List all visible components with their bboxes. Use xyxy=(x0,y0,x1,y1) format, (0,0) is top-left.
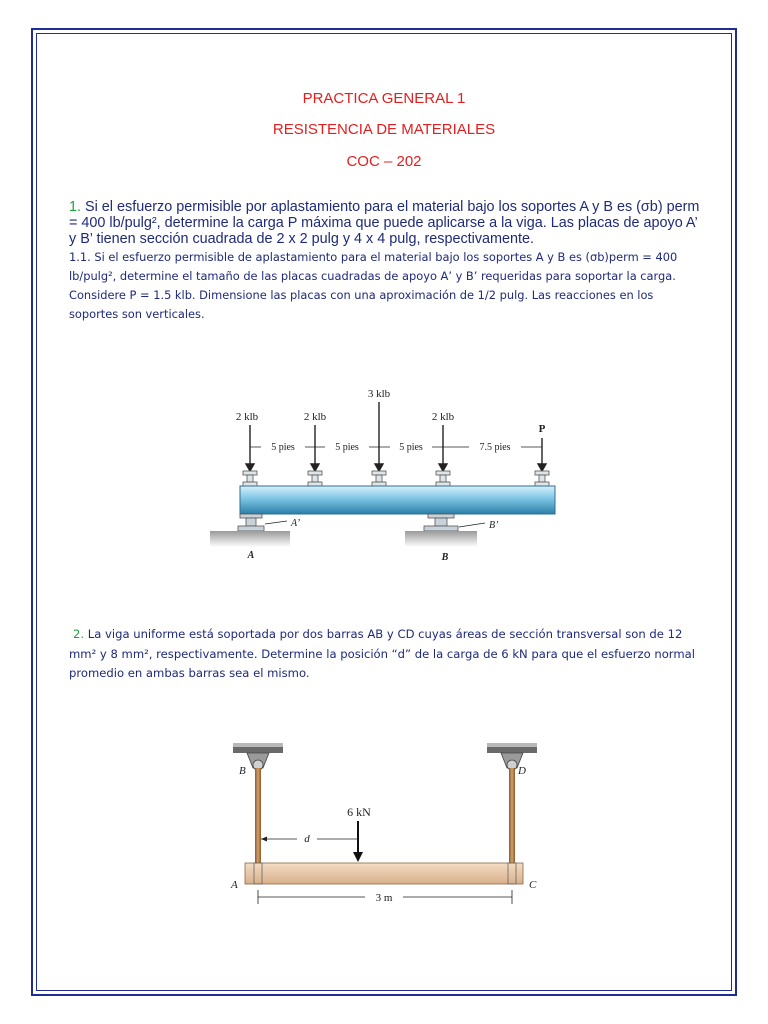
load-label-2: 2 klb xyxy=(303,411,327,423)
length-label: 3 m xyxy=(375,892,393,904)
ground-b xyxy=(405,531,477,547)
span-label-3: 5 pies xyxy=(399,442,423,453)
label-d: D xyxy=(518,765,526,777)
load-label-3: 3 klb xyxy=(367,388,391,400)
label-a: A xyxy=(231,879,238,891)
problem-1-1-text: 1.1. Si el esfuerzo permisible de aplastamiento para el material bajo los soportes A y B es (σb)perm = 400 lb/pulg², determine el tamaño de las placas cuadradas de apoyo A’ y B’ requeridas para soportar la carga. Considere P = 1.5 klb. Dimensione las placas con una aproximación de 1/2 pulg. Las reacciones en los soportes son verticales. xyxy=(69,250,678,321)
beam xyxy=(240,486,555,514)
support-label-b: B xyxy=(441,552,449,563)
span-label-4: 7.5 pies xyxy=(479,442,511,453)
problem-2-body: La viga uniforme está soportada por dos barras AB y CD cuyas áreas de sección transversal son de 12 mm² y 8 mm², respectivamente. Determine la posición “d” de la carga de 6 kN para que el esfuerzo normal promedio en ambas barras sea el mismo. xyxy=(69,627,695,680)
bar-ab xyxy=(255,768,261,868)
load-label-p: P xyxy=(538,423,546,435)
subject-title: RESISTENCIA DE MATERIALES xyxy=(272,121,496,138)
load-label-1: 2 klb xyxy=(235,411,259,423)
figure-2-hanging-beam-diagram xyxy=(225,738,555,913)
load-label-4: 2 klb xyxy=(431,411,455,423)
problem-1-body: Si el esfuerzo permisible por aplastamiento para el material bajo los soportes A y B es (σb) perm = 400 lb/pulg², determine la carga P máxima que puede aplicarse a la viga. Las placas de apoyo A’ y B’ tienen sección cuadrada de 2 x 2 pulg y 4 x 4 pulg, respectivamente. xyxy=(69,199,700,247)
load-arrow xyxy=(353,852,363,862)
span-label-1: 5 pies xyxy=(271,442,295,453)
distance-label-d: d xyxy=(304,833,310,845)
wooden-beam xyxy=(245,863,523,884)
load-label: 6 kN xyxy=(347,805,371,819)
figure-1-beam-diagram xyxy=(205,380,565,570)
ceiling-support-d xyxy=(487,743,537,770)
course-code: COC – 202 xyxy=(346,153,422,170)
ground-a xyxy=(210,531,290,547)
label-b: B xyxy=(239,765,246,777)
span-label-2: 5 pies xyxy=(335,442,359,453)
problem-1-number: 1. xyxy=(69,199,82,215)
support-label-a: A xyxy=(247,550,255,561)
page-title: PRACTICA GENERAL 1 xyxy=(302,90,466,107)
plate-label-a: A’ xyxy=(291,518,301,529)
problem-1-text xyxy=(69,199,701,247)
plate-label-b: B’ xyxy=(489,520,499,531)
problem-2-text xyxy=(69,625,701,684)
problem-2-number: 2. xyxy=(73,627,85,641)
bar-cd xyxy=(509,768,515,868)
label-c: C xyxy=(529,879,537,891)
